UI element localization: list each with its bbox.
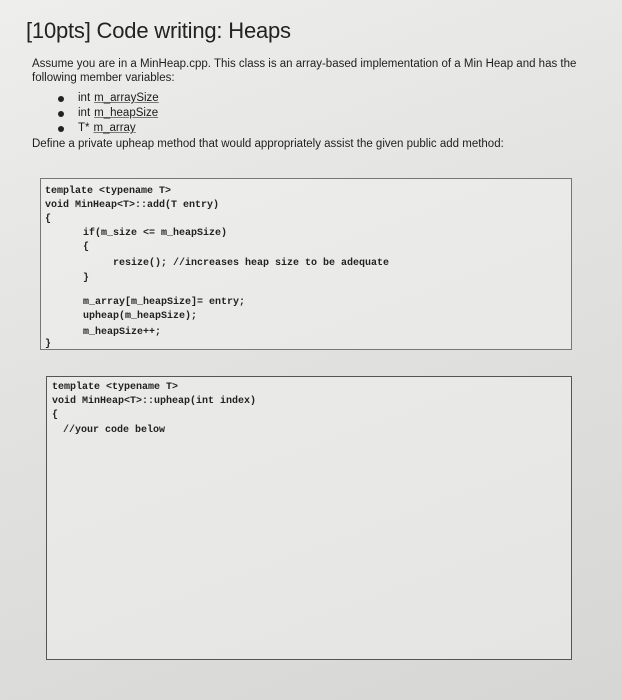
code-line: { xyxy=(45,214,52,225)
bullet-icon xyxy=(58,96,64,102)
member-type: T* xyxy=(78,122,90,134)
add-method-code-box xyxy=(40,178,572,350)
question-heading: [10pts] Code writing: Heaps xyxy=(26,18,291,43)
bullet-icon xyxy=(58,126,64,132)
code-line: void MinHeap<T>::upheap(int index) xyxy=(52,396,257,407)
list-item xyxy=(58,91,159,106)
code-line: } xyxy=(83,273,90,284)
code-line: { xyxy=(52,410,59,421)
member-type: int xyxy=(78,92,91,104)
member-type: int xyxy=(78,107,91,119)
list-item xyxy=(58,106,159,121)
bullet-icon xyxy=(58,111,64,117)
member-name: m_heapSize xyxy=(94,107,159,119)
member-name: m_array xyxy=(93,122,136,134)
code-line: { xyxy=(83,242,90,253)
code-line: } xyxy=(45,339,52,350)
code-line: //your code below xyxy=(63,425,166,436)
intro-paragraph: Assume you are in a MinHeap.cpp. This class is an array-based implementation of a Min Heap and has the following member variables: xyxy=(32,58,577,84)
code-line: template <typename T> xyxy=(52,382,179,393)
code-line: upheap(m_heapSize); xyxy=(83,311,198,322)
member-name: m_arraySize xyxy=(94,92,159,104)
member-variable-list xyxy=(58,91,159,136)
code-line: template <typename T> xyxy=(45,186,172,197)
code-line: void MinHeap<T>::add(T entry) xyxy=(45,200,220,211)
code-line: if(m_size <= m_heapSize) xyxy=(83,228,228,239)
code-line: m_heapSize++; xyxy=(83,327,162,338)
list-item xyxy=(58,121,159,136)
instruction-text: Define a private upheap method that would appropriately assist the given public add method: xyxy=(32,138,504,150)
answer-code-box[interactable] xyxy=(46,376,572,660)
code-line: resize(); //increases heap size to be adequate xyxy=(113,258,390,269)
code-line: m_array[m_heapSize]= entry; xyxy=(83,297,246,308)
